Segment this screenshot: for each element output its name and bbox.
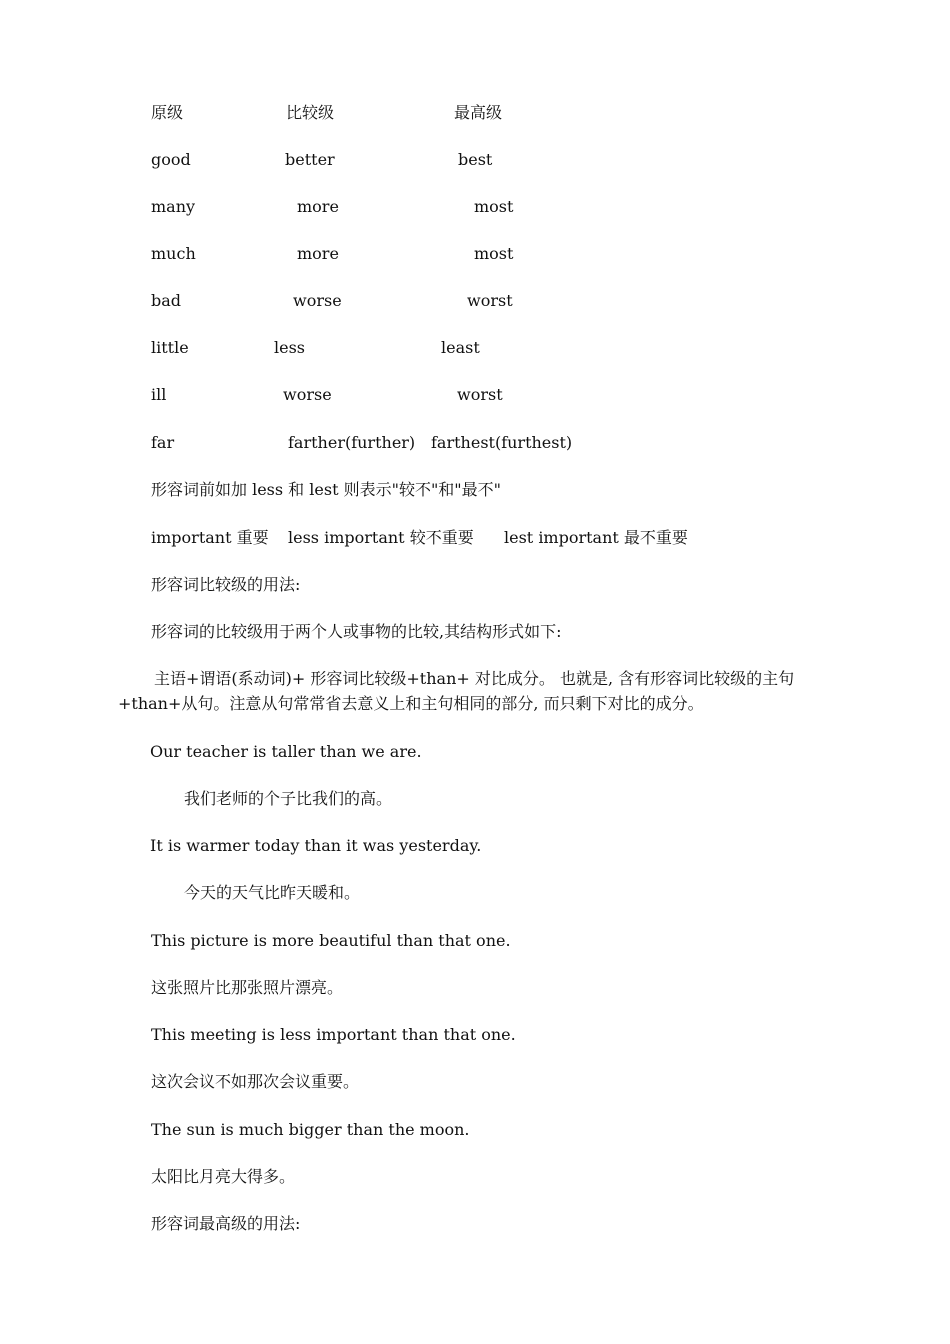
example-zh: 我们老师的个子比我们的高。 bbox=[184, 789, 393, 808]
table-cell-superlative: farthest(furthest) bbox=[431, 433, 573, 452]
example-zh: 太阳比月亮大得多。 bbox=[151, 1167, 296, 1186]
example-en: The sun is much bigger than the moon. bbox=[151, 1120, 470, 1139]
table-header-superlative: 最高级 bbox=[454, 103, 503, 122]
table-cell-base: bad bbox=[151, 291, 182, 310]
example-en: It is warmer today than it was yesterday. bbox=[150, 836, 482, 855]
table-cell-comparative: less bbox=[274, 338, 306, 357]
table-cell-base: far bbox=[151, 433, 175, 452]
table-cell-superlative: most bbox=[474, 244, 514, 263]
example-zh: 今天的天气比昨天暖和。 bbox=[184, 883, 361, 902]
table-cell-superlative: least bbox=[441, 338, 480, 357]
comparative-heading: 形容词比较级的用法: bbox=[151, 575, 301, 594]
table-cell-superlative: best bbox=[458, 150, 493, 169]
structure-line-1: 主语+谓语(系动词)+ 形容词比较级+than+ 对比成分。 也就是, 含有形容词比较级的主句 bbox=[154, 669, 795, 688]
less-lest-note: 形容词前如加 less 和 lest 则表示"较不"和"最不" bbox=[151, 480, 502, 499]
table-cell-superlative: worst bbox=[467, 291, 513, 310]
comparative-intro: 形容词的比较级用于两个人或事物的比较,其结构形式如下: bbox=[151, 622, 562, 641]
table-cell-comparative: worse bbox=[283, 385, 332, 404]
example-en: This meeting is less important than that one. bbox=[151, 1025, 516, 1044]
table-cell-base: much bbox=[151, 244, 196, 263]
superlative-heading: 形容词最高级的用法: bbox=[151, 1214, 301, 1233]
structure-line-2: +than+从句。注意从句常常省去意义上和主句相同的部分, 而只剩下对比的成分。 bbox=[118, 694, 704, 713]
example-zh: 这次会议不如那次会议重要。 bbox=[151, 1072, 360, 1091]
table-cell-superlative: most bbox=[474, 197, 514, 216]
table-cell-base: many bbox=[151, 197, 196, 216]
important-example: important 重要 bbox=[151, 528, 269, 547]
table-cell-base: ill bbox=[151, 385, 167, 404]
example-en: This picture is more beautiful than that one. bbox=[151, 931, 511, 950]
table-header-base: 原级 bbox=[151, 103, 184, 122]
example-zh: 这张照片比那张照片漂亮。 bbox=[151, 978, 344, 997]
table-cell-comparative: farther(further) bbox=[288, 433, 416, 452]
less-important-example: less important 较不重要 bbox=[288, 528, 474, 547]
structure-paragraph bbox=[118, 666, 834, 716]
table-cell-comparative: better bbox=[285, 150, 335, 169]
table-cell-comparative: worse bbox=[293, 291, 342, 310]
table-cell-comparative: more bbox=[297, 197, 339, 216]
table-cell-comparative: more bbox=[297, 244, 339, 263]
example-en: Our teacher is taller than we are. bbox=[150, 742, 422, 761]
table-cell-base: good bbox=[151, 150, 191, 169]
table-header-comparative: 比较级 bbox=[286, 103, 335, 122]
table-cell-base: little bbox=[151, 338, 189, 357]
lest-important-example: lest important 最不重要 bbox=[504, 528, 688, 547]
table-cell-superlative: worst bbox=[457, 385, 503, 404]
